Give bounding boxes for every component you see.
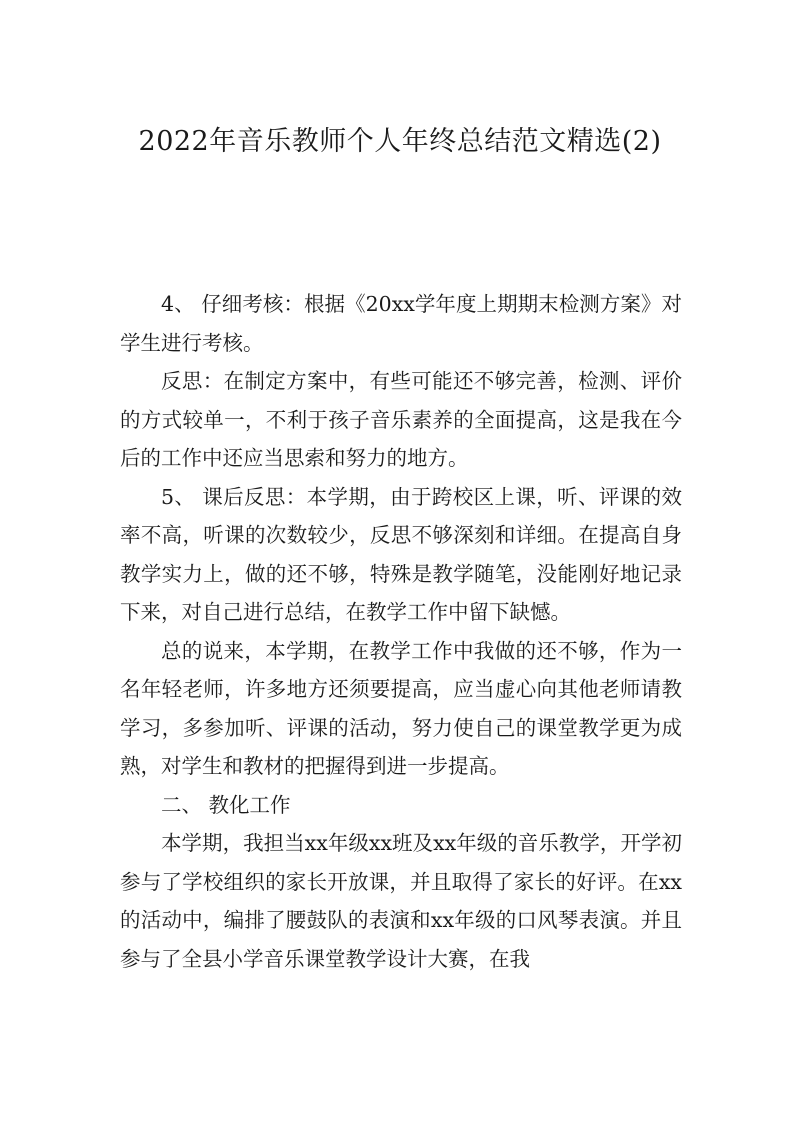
document-body xyxy=(120,285,682,978)
document-title: 2022年音乐教师个人年终总结范文精选(2) xyxy=(138,126,662,157)
paragraph-after-class-reflection: 5、 课后反思：本学期，由于跨校区上课，听、评课的效率不高，听课的次数较少，反思不够深刻和详细。在提高自身教学实力上，做的还不够，特殊是教学随笔，没能刚好地记录下来，对自己进行总结，在教学工作中留下缺憾。 xyxy=(120,484,682,624)
section-heading-education-work: 二、 教化工作 xyxy=(161,792,291,817)
paragraph-assessment: 4、 仔细考核：根据《20xx学年度上期期末检测方案》对学生进行考核。 xyxy=(120,292,682,355)
paragraph-summary: 总的说来，本学期，在教学工作中我做的还不够，作为一名年轻老师，许多地方还须要提高，应当虚心向其他老师请教学习，多参加听、评课的活动，努力使自己的课堂教学更为成熟，对学生和教材的把握得到进一步提高。 xyxy=(120,638,682,778)
paragraph-education-work: 本学期，我担当xx年级xx班及xx年级的音乐教学，开学初参与了学校组织的家长开放课，并且取得了家长的好评。在xx的活动中，编排了腰鼓队的表演和xx年级的口风琴表演。并且参与了全县小学音乐课堂教学设计大赛，在我 xyxy=(120,831,682,971)
paragraph-reflection: 反思：在制定方案中，有些可能还不够完善，检测、评价的方式较单一，不利于孩子音乐素养的全面提高，这是我在今后的工作中还应当思索和努力的地方。 xyxy=(120,369,682,470)
